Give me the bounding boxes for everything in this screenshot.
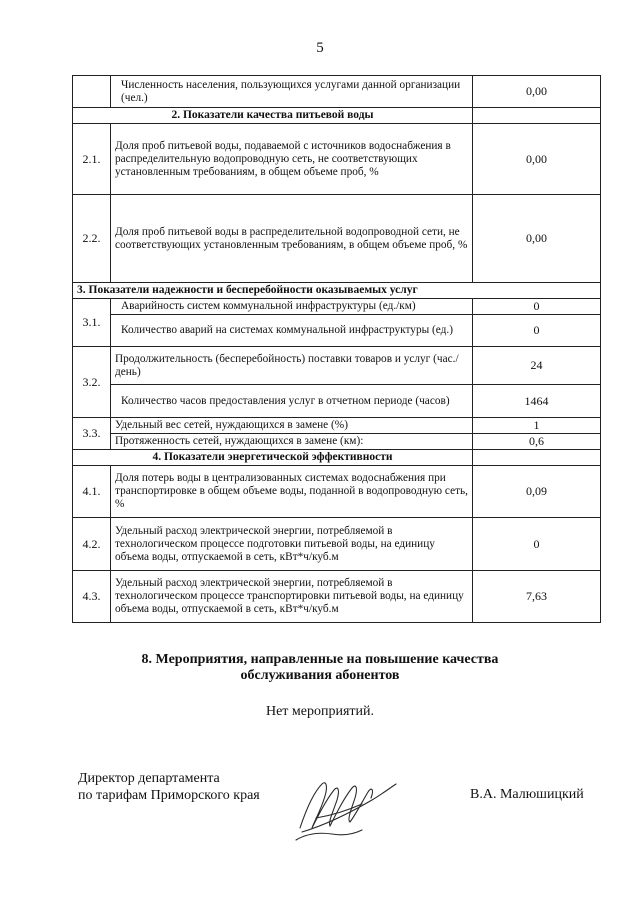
table-row [73,315,601,347]
row-number: 2.1. [73,124,111,195]
row-description: Удельный расход электрической энергии, потребляемой в технологическом процессе подготовки питьевой воды, на единицу объема воды, отпускаемой в сеть, кВт*ч/куб.м [111,518,473,571]
row-description: Удельный вес сетей, нуждающихся в замене (%) [111,418,473,434]
row-value: 0,00 [473,124,601,195]
row-number: 3.2. [73,347,111,418]
table-row [73,385,601,418]
section-8-title [0,652,640,684]
row-value: 1464 [473,385,601,418]
table-row [73,347,601,385]
section-4-title: 4. Показатели энергетической эффективности [73,450,473,466]
no-measures-text: Нет мероприятий. [265,704,375,719]
row-description: Протяженность сетей, нуждающихся в замене (км): [111,434,473,450]
empty-cell [473,108,601,124]
row-number: 4.3. [73,571,111,623]
row-description: Продолжительность (бесперебойность) поставки товаров и услуг (час./день) [111,347,473,385]
row-value: 0,6 [473,434,601,450]
section-header-row [73,283,601,299]
row-value: 0 [473,315,601,347]
indicators-table [72,75,601,623]
row-description: Численность населения, пользующихся услугами данной организации (чел.) [111,76,473,108]
row-number: 2.2. [73,195,111,283]
row-value: 0 [473,299,601,315]
table-row [73,434,601,450]
handwritten-signature [292,770,402,845]
empty-cell [473,450,601,466]
signer-title [78,770,260,804]
section-8-title-line-1: 8. Мероприятия, направленные на повышение качества [141,652,499,667]
row-number [73,76,111,108]
signer-title-line-2: по тарифам Приморского края [78,788,260,803]
row-value: 0,09 [473,466,601,518]
table-row [73,195,601,283]
row-value: 0,00 [473,195,601,283]
table-row [73,518,601,571]
table-row [73,124,601,195]
row-description: Количество часов предоставления услуг в отчетном периоде (часов) [111,385,473,418]
row-number: 3.1. [73,299,111,347]
row-description: Доля проб питьевой воды, подаваемой с источников водоснабжения в распределительную водопроводную сеть, не соответствующих установленным требованиям, в общем объеме проб, % [111,124,473,195]
table-row [73,466,601,518]
signer-name: В.А. Малюшицкий [470,787,584,802]
row-number: 4.2. [73,518,111,571]
row-description: Доля проб питьевой воды в распределительной водопроводной сети, не соответствующих установленным требованиям, в общем объеме проб, % [111,195,473,283]
table-row [73,418,601,434]
section-8-title-line-2: обслуживания абонентов [240,668,400,683]
row-number: 3.3. [73,418,111,450]
row-description: Количество аварий на системах коммунальной инфраструктуры (ед.) [111,315,473,347]
section-2-title: 2. Показатели качества питьевой воды [73,108,473,124]
row-value: 24 [473,347,601,385]
table-row [73,299,601,315]
row-description: Доля потерь воды в централизованных системах водоснабжения при транспортировке в общем объеме воды, поданной в водопроводную сеть, % [111,466,473,518]
row-value: 0 [473,518,601,571]
row-number: 4.1. [73,466,111,518]
signer-title-line-1: Директор департамента [78,771,220,786]
row-description: Удельный расход электрической энергии, потребляемой в технологическом процессе транспортировки питьевой воды, на единицу объема воды, отпускаемой в сеть, кВт*ч/куб.м [111,571,473,623]
section-3-title: 3. Показатели надежности и бесперебойности оказываемых услуг [73,283,601,299]
section-header-row [73,108,601,124]
row-value: 7,63 [473,571,601,623]
row-value: 0,00 [473,76,601,108]
section-header-row [73,450,601,466]
table-row [73,571,601,623]
row-description: Аварийность систем коммунальной инфраструктуры (ед./км) [111,299,473,315]
row-value: 1 [473,418,601,434]
page-number: 5 [316,40,324,56]
table-row [73,76,601,108]
